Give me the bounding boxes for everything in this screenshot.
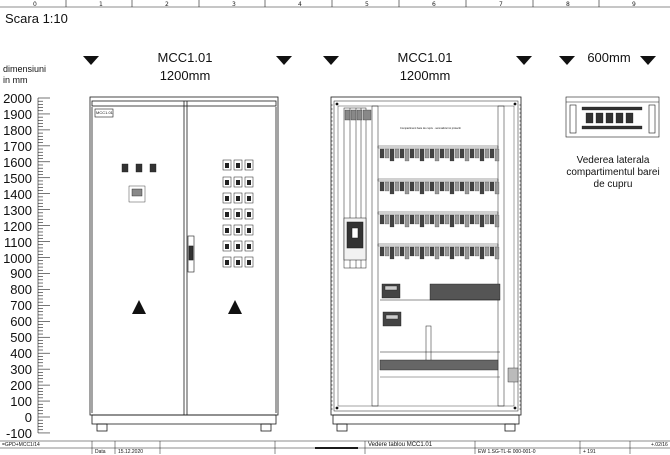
grid-column-1: 1 — [99, 1, 103, 8]
din-module-icon — [485, 149, 489, 158]
ruler-label: -100 — [5, 425, 32, 441]
din-module-icon — [425, 247, 429, 256]
din-module-icon — [435, 182, 439, 194]
din-module-icon — [470, 247, 474, 256]
din-rail — [378, 244, 498, 246]
plate-caption: Compartiment bare de cupru · semnalizari si protectii — [400, 127, 461, 130]
switch-knob-icon — [247, 212, 251, 217]
din-module-icon — [400, 149, 404, 158]
ruler-label: 1700 — [3, 138, 32, 154]
door-handle-icon — [188, 236, 194, 272]
din-module-icon — [385, 182, 389, 191]
din-module-icon — [445, 182, 449, 191]
din-module-icon — [445, 149, 449, 158]
front-view-name: MCC1.01 — [157, 50, 213, 65]
din-module-icon — [420, 182, 424, 194]
din-module-icon — [430, 149, 434, 158]
din-module-icon — [420, 215, 424, 227]
ruler-label: 200 — [10, 378, 32, 394]
din-module-icon — [415, 215, 419, 224]
ruler-label: 2000 — [3, 91, 32, 106]
ruler-label: 1000 — [3, 250, 32, 266]
ruler-label: 0 — [24, 410, 32, 425]
din-module-icon — [440, 215, 444, 224]
ruler-label: 700 — [10, 298, 32, 314]
din-module-icon — [465, 182, 469, 194]
din-module-icon — [440, 247, 444, 256]
din-module-icon — [420, 247, 424, 259]
ruler-label: 1800 — [3, 122, 32, 138]
din-module-icon — [455, 247, 459, 256]
din-module-icon — [415, 149, 419, 158]
din-module-icon — [435, 149, 439, 161]
din-module-icon — [480, 215, 484, 227]
ruler-label: 1400 — [3, 186, 32, 202]
grid-column-4: 4 — [298, 1, 302, 8]
din-module-icon — [450, 215, 454, 227]
title-date-label: Data — [95, 449, 106, 455]
switch-knob-icon — [236, 180, 240, 185]
grid-column-2: 2 — [165, 1, 169, 8]
din-module-icon — [460, 247, 464, 256]
din-module-icon — [455, 149, 459, 158]
switch-knob-icon — [225, 212, 229, 217]
din-module-icon — [460, 215, 464, 224]
switch-knob-icon — [236, 244, 240, 249]
din-module-icon — [445, 215, 449, 224]
switch-knob-icon — [225, 196, 229, 201]
din-module-icon — [475, 215, 479, 224]
din-rail — [378, 146, 498, 148]
din-module-icon — [460, 182, 464, 191]
din-module-icon — [425, 215, 429, 224]
din-module-icon — [480, 182, 484, 194]
din-module-icon — [450, 149, 454, 161]
din-module-icon — [405, 247, 409, 259]
ruler-label: 400 — [10, 346, 32, 362]
din-module-icon — [445, 247, 449, 256]
din-module-icon — [485, 182, 489, 191]
terminal-strip-icon — [380, 360, 498, 370]
grid-column-8: 8 — [566, 1, 570, 8]
ruler-label: 900 — [10, 266, 32, 282]
din-module-icon — [455, 215, 459, 224]
meter-display-icon — [132, 189, 142, 196]
ruler-label: 1300 — [3, 202, 32, 218]
din-rail — [378, 179, 498, 181]
din-module-icon — [430, 182, 434, 191]
din-module-icon — [385, 247, 389, 256]
din-module-icon — [465, 149, 469, 161]
din-module-icon — [390, 247, 394, 259]
side-view-caption: Vederea laterala compartimentul barei de cupru — [566, 155, 660, 190]
marker-icon — [323, 56, 339, 65]
din-module-icon — [430, 215, 434, 224]
din-module-icon — [495, 149, 499, 161]
ruler-label: 1500 — [3, 170, 32, 186]
din-module-icon — [480, 149, 484, 161]
din-module-icon — [395, 182, 399, 191]
switch-knob-icon — [247, 196, 251, 201]
din-module-icon — [380, 247, 384, 256]
view-markers — [83, 56, 656, 65]
cable-gland-icon — [508, 368, 518, 382]
din-module-icon — [390, 149, 394, 161]
din-module-icon — [405, 215, 409, 227]
din-module-icon — [490, 247, 494, 256]
din-module-icon — [440, 182, 444, 191]
din-module-icon — [470, 182, 474, 191]
title-drawing-title: Vedere tablou MCC1.01 — [368, 442, 433, 448]
din-module-icon — [465, 215, 469, 227]
right-door-devices — [223, 160, 253, 267]
lower-components — [380, 284, 518, 382]
din-module-icon — [435, 215, 439, 227]
din-module-icon — [485, 215, 489, 224]
din-module-icon — [425, 182, 429, 191]
din-module-icon — [475, 182, 479, 191]
ruler-label: 1100 — [4, 234, 32, 250]
side-view-width: 600mm — [587, 50, 631, 65]
din-module-icon — [490, 215, 494, 224]
interior-cabinet — [331, 97, 521, 431]
din-module-icon — [450, 247, 454, 259]
din-module-icon — [480, 247, 484, 259]
din-module-icon — [390, 215, 394, 227]
din-module-icon — [390, 182, 394, 194]
switch-knob-icon — [247, 260, 251, 265]
din-module-icon — [430, 247, 434, 256]
din-module-icon — [470, 149, 474, 158]
din-module-icon — [380, 215, 384, 224]
din-module-icon — [410, 149, 414, 158]
title-drawing-code: EW 1.SG-TL-E 000-001-0 — [478, 449, 536, 455]
ruler-label: 1600 — [3, 154, 32, 170]
interior-view-width: 1200mm — [399, 68, 451, 83]
terminal-group-icon — [430, 284, 500, 300]
din-module-icon — [460, 149, 464, 158]
din-rail — [378, 212, 498, 214]
din-module-icon — [380, 182, 384, 191]
din-module-icon — [475, 247, 479, 256]
din-module-icon — [395, 215, 399, 224]
din-module-icon — [410, 182, 414, 191]
din-module-icon — [425, 149, 429, 158]
din-module-icon — [420, 149, 424, 161]
din-module-icon — [400, 247, 404, 256]
switch-knob-icon — [225, 163, 229, 168]
din-module-icon — [440, 149, 444, 158]
grid-column-0: 0 — [33, 1, 37, 8]
switch-knob-icon — [247, 228, 251, 233]
din-module-icon — [385, 215, 389, 224]
din-rail-rows — [378, 146, 499, 259]
pilot-lamp-icon — [122, 164, 128, 172]
din-module-icon — [400, 215, 404, 224]
pilot-lamp-icon — [136, 164, 142, 172]
side-busbars — [582, 107, 642, 129]
interior-view-name: MCC1.01 — [397, 50, 453, 65]
din-module-icon — [495, 215, 499, 227]
title-page: +.02/16 — [651, 442, 668, 448]
dimension-unit-text: dimensiuni in mm — [3, 64, 47, 85]
switch-knob-icon — [247, 244, 251, 249]
ruler-label: 300 — [10, 362, 32, 378]
din-module-icon — [490, 149, 494, 158]
din-module-icon — [400, 182, 404, 191]
grid-column-9: 9 — [632, 1, 636, 8]
marker-icon — [516, 56, 532, 65]
scale-label: Scara 1:10 — [5, 11, 68, 26]
din-module-icon — [395, 247, 399, 256]
din-module-icon — [475, 149, 479, 158]
marker-icon — [276, 56, 292, 65]
ruler-label: 100 — [10, 394, 32, 410]
grid-column-3: 3 — [232, 1, 236, 8]
main-switch-icon — [344, 218, 366, 260]
din-module-icon — [410, 215, 414, 224]
switch-knob-icon — [247, 180, 251, 185]
din-module-icon — [490, 182, 494, 191]
switch-knob-icon — [236, 228, 240, 233]
din-module-icon — [455, 182, 459, 191]
din-module-icon — [385, 149, 389, 158]
din-module-icon — [415, 182, 419, 191]
din-module-icon — [410, 247, 414, 256]
left-door-devices — [122, 164, 156, 202]
marker-icon — [559, 56, 575, 65]
top-breakers — [345, 110, 371, 120]
din-module-icon — [405, 149, 409, 161]
ruler-label: 1900 — [3, 106, 32, 122]
switch-knob-icon — [225, 244, 229, 249]
ruler-label: 600 — [10, 314, 32, 330]
din-module-icon — [465, 247, 469, 259]
din-module-icon — [495, 182, 499, 194]
switch-knob-icon — [236, 163, 240, 168]
warning-triangle-icon — [132, 300, 146, 314]
din-module-icon — [405, 182, 409, 194]
grid-column-7: 7 — [499, 1, 503, 8]
switch-knob-icon — [225, 228, 229, 233]
grid-column-5: 5 — [365, 1, 369, 8]
title-date-value: 15.12.2020 — [118, 449, 144, 455]
door-label-text: MCC1.01 — [96, 110, 113, 115]
switch-knob-icon — [236, 196, 240, 201]
switch-knob-icon — [236, 212, 240, 217]
din-module-icon — [415, 247, 419, 256]
ruler-label: 1200 — [3, 218, 32, 234]
switch-knob-icon — [247, 163, 251, 168]
marker-icon — [83, 56, 99, 65]
switch-knob-icon — [225, 260, 229, 265]
din-module-icon — [435, 247, 439, 259]
pilot-lamp-icon — [150, 164, 156, 172]
din-module-icon — [450, 182, 454, 194]
ruler-ticks — [38, 98, 50, 433]
switch-knob-icon — [236, 260, 240, 265]
grid-column-6: 6 — [432, 1, 436, 8]
title-sheet-ref: + 191 — [583, 449, 596, 455]
din-module-icon — [485, 247, 489, 256]
din-module-icon — [395, 149, 399, 158]
ruler-label: 500 — [10, 330, 32, 346]
warning-triangle-icon — [228, 300, 242, 314]
title-left-ref: =GPD+MCC1/14 — [2, 442, 40, 448]
front-view-width: 1200mm — [159, 68, 211, 83]
din-module-icon — [380, 149, 384, 158]
din-module-icon — [495, 247, 499, 259]
marker-icon — [640, 56, 656, 65]
din-module-icon — [470, 215, 474, 224]
switch-knob-icon — [225, 180, 229, 185]
ruler-label: 800 — [10, 282, 32, 298]
